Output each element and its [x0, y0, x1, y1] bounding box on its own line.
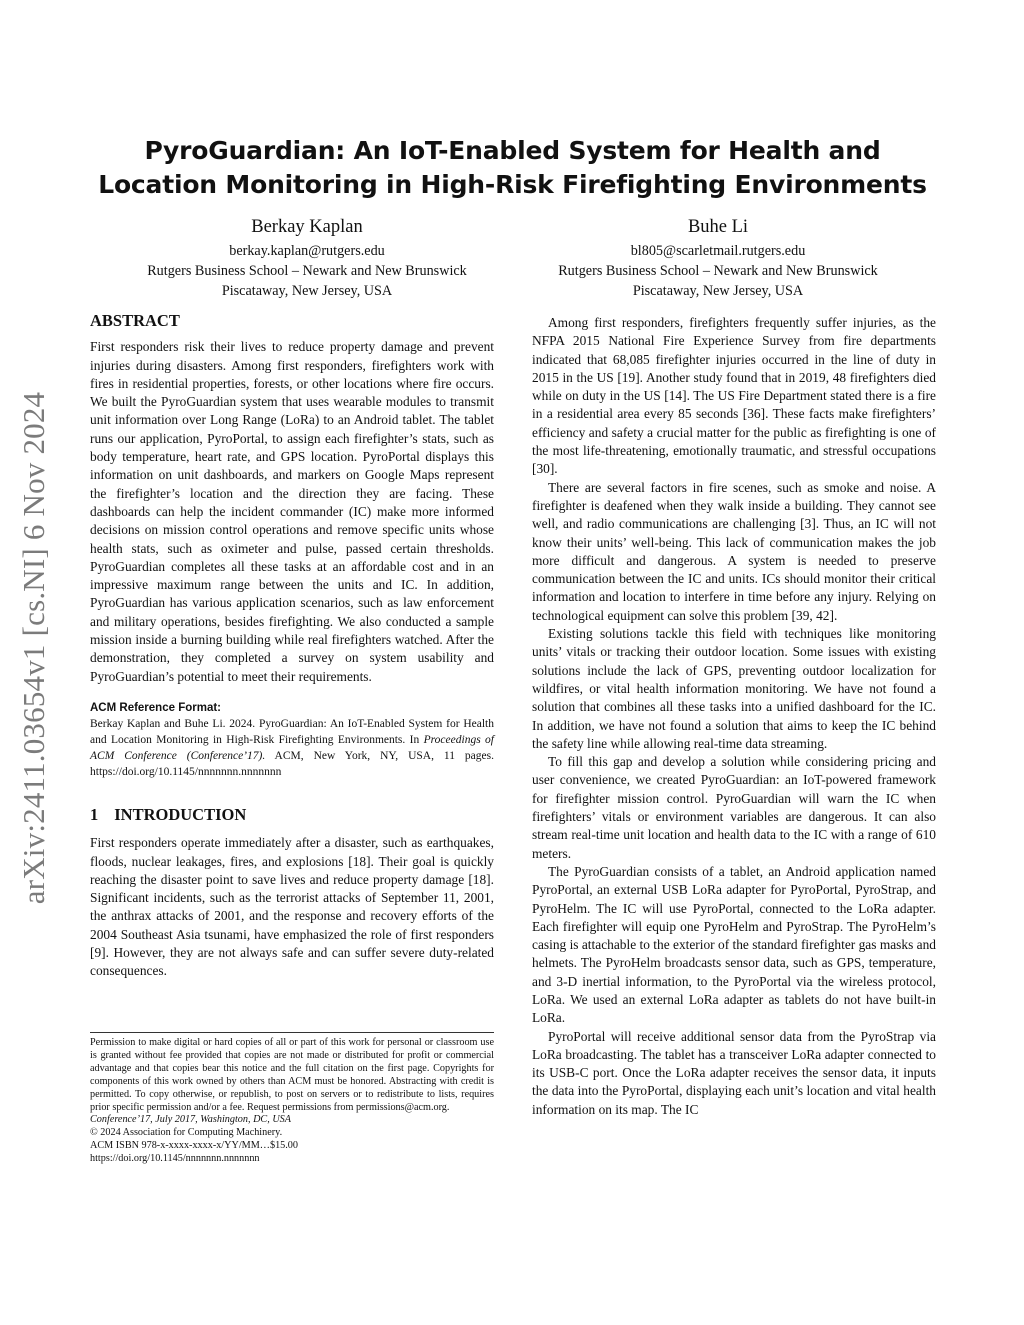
body-paragraph: PyroPortal will receive additional sensor data from the PyroStrap via LoRa broadcasting. The tablet has a transceiver LoRa adapter connected to its USB-C port. Once the LoRa adapter receives the sensor data, it inputs the data into the PyroPortal, displaying each unit’s location and vital health information on its map. The IC [532, 1028, 936, 1117]
author-block-2 [503, 215, 933, 301]
permission-text: Permission to make digital or hard copies of all or part of this work for personal or classroom use is granted without fee provided that copies are not made or distributed for profit or commercial advantage and that copies bear this notice and the full citation on the first page. Copyrights for components of this work owned by others than ACM must be honored. Abstracting with credit is permitted. To copy otherwise, or republish, to post on servers or to redistribute to lists, requires prior specific permission and/or a fee. Request permissions from permissions@acm.org. [90, 1037, 494, 1113]
section-number: 1 [90, 804, 99, 824]
arxiv-identifier-stamp [12, 368, 56, 928]
copyright-line: © 2024 Association for Computing Machinery. [90, 1127, 283, 1139]
conference-line: Conference’17, July 2017, Washington, DC, USA [90, 1114, 291, 1126]
acm-reference-text [90, 716, 494, 780]
doi-line: https://doi.org/10.1145/nnnnnnn.nnnnnnn [90, 1153, 260, 1165]
abstract-text: First responders risk their lives to reduce property damage and prevent injuries during disasters. Among first responders, firefighters work with fires in residential properties, forests, or other locations where fire occurs. We built the PyroGuardian system that uses wearable modules to transmit unit information over Long Range (LoRa) to an Android tablet. The tablet runs our application, PyroPortal, to assign each firefighter’s stats, such as body temperature, heart rate, and GPS location. PyroPortal displays this information on unit dashboards, and markers on Google Maps represent the firefighter’s location and the direction they are facing. These dashboards can help the incident commander (IC) make more informed decisions on mission control operations and remove specific units whose health stats, such as oximeter and pulse, passed certain thresholds. PyroGuardian completes all these tasks at an affordable cost and in an impressive maximum range between the units and IC. In addition, PyroGuardian has various application scenarios, such as law enforcement and military operations, besides firefighting. We also conducted a sample mission inside a burning building while real firefighters watched. After the demonstration, they completed a survey on system usability and PyroGuardian’s potential to meet their requirements. [90, 339, 494, 684]
introduction-heading [90, 806, 494, 824]
abstract-heading: ABSTRACT [90, 311, 180, 330]
author-name: Buhe Li [687, 217, 749, 237]
author-affiliation: Rutgers Business School – Newark and New Brunswick [147, 263, 467, 279]
acm-reference-proceedings: Proceedings of ACM Conference (Conference’17). [90, 733, 494, 762]
acm-reference-prefix: Berkay Kaplan and Buhe Li. 2024. PyroGuardian: An IoT-Enabled System for Health and Location Monitoring in High-Risk Firefighting Environments. In [90, 717, 494, 746]
body-paragraph: There are several factors in fire scenes, such as smoke and noise. A firefighter is deafened when they walk inside a building. They cannot see well, and radio communications are challenging [3]. Thus, an IC will not know their units’ well-being. This lack of communication makes the job more difficult and dangerous. A system is needed to preserve communication between the IC and units. ICs should monitor their critical information and location to interfere in time before any injury. Relying on technological equipment can solve this problem [39, 42]. [532, 479, 936, 623]
author-location: Piscataway, New Jersey, USA [632, 283, 804, 299]
author-email: bl805@scarletmail.rutgers.edu [630, 243, 806, 259]
right-column [532, 314, 936, 1119]
left-column [90, 312, 494, 981]
author-name: Berkay Kaplan [251, 217, 363, 237]
arxiv-stamp-text: arXiv:2411.03654v1 [cs.NI] 6 Nov 2024 [16, 391, 51, 905]
acm-reference-suffix: ACM, New York, NY, USA, 11 pages. https://doi.org/10.1145/nnnnnnn.nnnnnnn [90, 749, 494, 778]
author-email: berkay.kaplan@rutgers.edu [229, 243, 385, 259]
author-block-1 [92, 215, 522, 301]
body-paragraph: The PyroGuardian consists of a tablet, an Android application named PyroPortal, an external USB LoRa adapter for PyroPortal, PyroStrap, and PyroHelm. The IC will use PyroPortal, connected to the LoRa adapter. Each firefighter will equip one PyroHelm and PyroStrap. The PyroHelm’s casing is attachable to the exterior of the standard firefighter gas masks and helmets. The PyroHelm broadcasts sensor data, such as GPS, temperature, and 3-D inertial information, to the PyroPortal via the wireless protocol, LoRa. We used an external LoRa adapter as tablets do not have built-in LoRa. [532, 863, 936, 1026]
acm-reference-heading: ACM Reference Format: [90, 701, 221, 714]
body-paragraph: Existing solutions tackle this field with techniques like monitoring units’ vitals or tracking their outdoor location. Some issues with existing solutions include the lack of GPS, preventing outdoor localization for wildfires, or vital health information monitoring. We have not found a solution that combines all these tasks into a unified dashboard for the IC. In addition, we have not found a solution that aims to keep the IC behind the safety line while allowing real-time data streaming. [532, 626, 936, 751]
author-affiliation: Rutgers Business School – Newark and New Brunswick [558, 263, 878, 279]
permission-footnote [90, 1032, 494, 1166]
introduction-paragraph: First responders operate immediately after a disaster, such as earthquakes, floods, nuclear leakages, fires, and explosions [18]. Their goal is quickly reaching the disaster point to save lives and reduce property damage [18]. Significant incidents, such as the terrorist attacks of September 11, 2001, the anthrax attacks of 2001, and the response and recovery efforts of the 2004 Southeast Asia tsunami, have emphasized the role of first responders [9]. However, they are not always safe and can suffer severe duty-related consequences. [90, 835, 494, 979]
body-paragraph: Among first responders, firefighters frequently suffer injuries, as the NFPA 2015 National Fire Experience Survey from fire departments indicated that 68,085 firefighter injuries occurred in the line of duty in 2015 in the US [19]. Another study found that in 2019, 48 firefighters died while on duty in the US [14]. The US Fire Department stated there is a fire in a residential area every 85 seconds [36]. These facts make firefighters’ efficiency and safety a crucial matter for the public as firefighting is one of the most life-threatening, emotionally traumatic, and stressful occupations [30]. [532, 315, 936, 477]
isbn-line: ACM ISBN 978-x-xxxx-xxxx-x/YY/MM…$15.00 [90, 1140, 298, 1152]
body-paragraph: To fill this gap and develop a solution while considering pricing and user convenience, we created PyroGuardian: an IoT-powered framework for firefighter mission control. PyroGuardian will warn the IC when firefighters’ vitals or environment variables are dangerous. It can also stream real-time unit location and health data to the IC with a range of 610 meters. [532, 754, 936, 861]
section-title: INTRODUCTION [114, 804, 247, 824]
paper-title: PyroGuardian: An IoT-Enabled System for Health and Location Monitoring in High-Risk Firefighting Environments [98, 136, 927, 199]
author-location: Piscataway, New Jersey, USA [221, 283, 393, 299]
